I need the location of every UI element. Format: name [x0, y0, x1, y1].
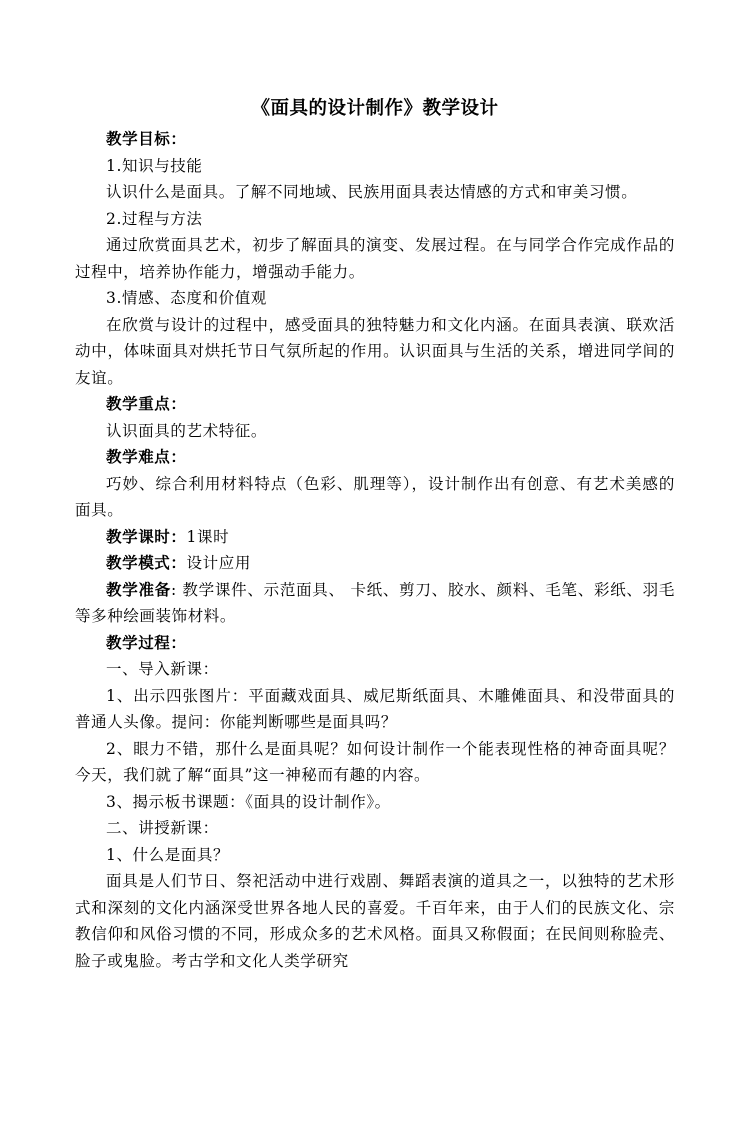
step-1-heading: 一、导入新课：	[106, 660, 219, 678]
objectives-heading: 教学目标：	[106, 129, 187, 148]
step-1-item-2: 2、眼力不错，那什么是面具呢？如何设计制作一个能表现性格的神奇面具呢？今天，我们就了解“面具”这一神秘而有趣的内容。	[75, 739, 675, 784]
document-page	[75, 92, 675, 974]
teaching-mode-line	[75, 550, 675, 577]
objective-1-heading: 1.知识与技能	[106, 156, 203, 175]
objective-2-text: 通过欣赏面具艺术，初步了解面具的演变、发展过程。在与同学合作完成作品的过程中，培养协作能力，增强动手能力。	[75, 236, 675, 281]
key-point-heading: 教学重点：	[106, 394, 187, 413]
step-1-item-1: 1、出示四张图片：平面藏戏面具、威尼斯纸面具、木雕傩面具、和没带面具的普通人头像。提问：你能判断哪些是面具吗？	[75, 686, 675, 731]
teaching-prep-line	[75, 577, 675, 630]
key-point-text: 认识面具的艺术特征。	[106, 421, 268, 440]
difficulty-heading: 教学难点：	[106, 447, 187, 466]
teaching-mode-label: 教学模式：	[106, 553, 187, 572]
step-2-item-1: 1、什么是面具？	[106, 845, 230, 864]
step-2-heading: 二、讲授新课：	[106, 819, 219, 837]
difficulty-text: 巧妙、综合利用材料特点（色彩、肌理等），设计制作出有创意、有艺术美感的面具。	[75, 474, 675, 519]
objective-3-text: 在欣赏与设计的过程中，感受面具的独特魅力和文化内涵。在面具表演、联欢活动中，体味面具对烘托节日气氛所起的作用。认识面具与生活的关系，增进同学间的友谊。	[75, 315, 675, 387]
teaching-prep-value: : 教学课件、示范面具、 卡纸、剪刀、胶水、颜料、毛笔、彩纸、羽毛等多种绘画装饰材料。	[75, 580, 675, 625]
teaching-mode-value: 设计应用	[186, 554, 251, 572]
step-2-text: 面具是人们节日、祭祀活动中进行戏剧、舞蹈表演的道具之一，以独特的艺术形式和深刻的文化内涵深受世界各地人民的喜爱。千百年来，由于人们的民族文化、宗教信仰和风俗习惯的不同，形成众多的艺术风格。面具又称假面；在民间则称脸壳、脸子或鬼脸。考古学和文化人类学研究	[75, 872, 675, 970]
document-title: 《面具的设计制作》教学设计	[251, 98, 499, 119]
step-1-item-3: 3、揭示板书课题：《面具的设计制作》。	[106, 792, 391, 811]
teaching-hours-line	[75, 524, 675, 551]
teaching-hours-value: 1课时	[186, 527, 230, 546]
objective-2-heading: 2.过程与方法	[106, 209, 203, 228]
teaching-prep-label: 教学准备	[106, 579, 171, 599]
objective-1-text: 认识什么是面具。了解不同地域、民族用面具表达情感的方式和审美习惯。	[106, 183, 638, 201]
objective-3-heading: 3.情感、态度和价值观	[106, 289, 267, 307]
process-heading: 教学过程：	[106, 632, 187, 652]
teaching-hours-label: 教学课时：	[106, 526, 187, 546]
